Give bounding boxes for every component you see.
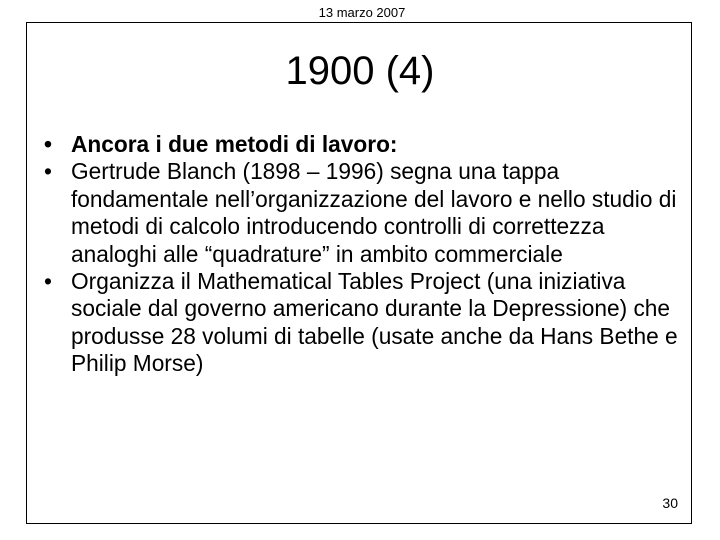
bullet-text: Organizza il Mathematical Tables Project (una iniziativa sociale dal governo americano durante la Depressione) che produsse 28 volumi di tabelle (usate anche da Hans Bethe e Philip Morse) (71, 268, 678, 377)
slide-date: 13 marzo 2007 (318, 5, 406, 20)
bullet-item (44, 158, 684, 268)
bullet-item (44, 131, 684, 158)
slide-title: 1900 (4) (285, 49, 435, 93)
bullet-marker: • (44, 131, 52, 157)
bullet-text: Ancora i due metodi di lavoro: (71, 131, 398, 157)
bullet-marker: • (44, 268, 52, 295)
bullet-list (44, 131, 684, 378)
bullet-text: Gertrude Blanch (1898 – 1996) segna una tappa fondamentale nell’organizzazione del lavoro e nello studio di metodi di calcolo introducendo controlli di correttezza analoghi alle “quadrature” in ambito commerciale (71, 158, 677, 267)
page-number: 30 (662, 495, 678, 511)
bullet-marker: • (44, 158, 52, 185)
bullet-item (44, 268, 684, 378)
